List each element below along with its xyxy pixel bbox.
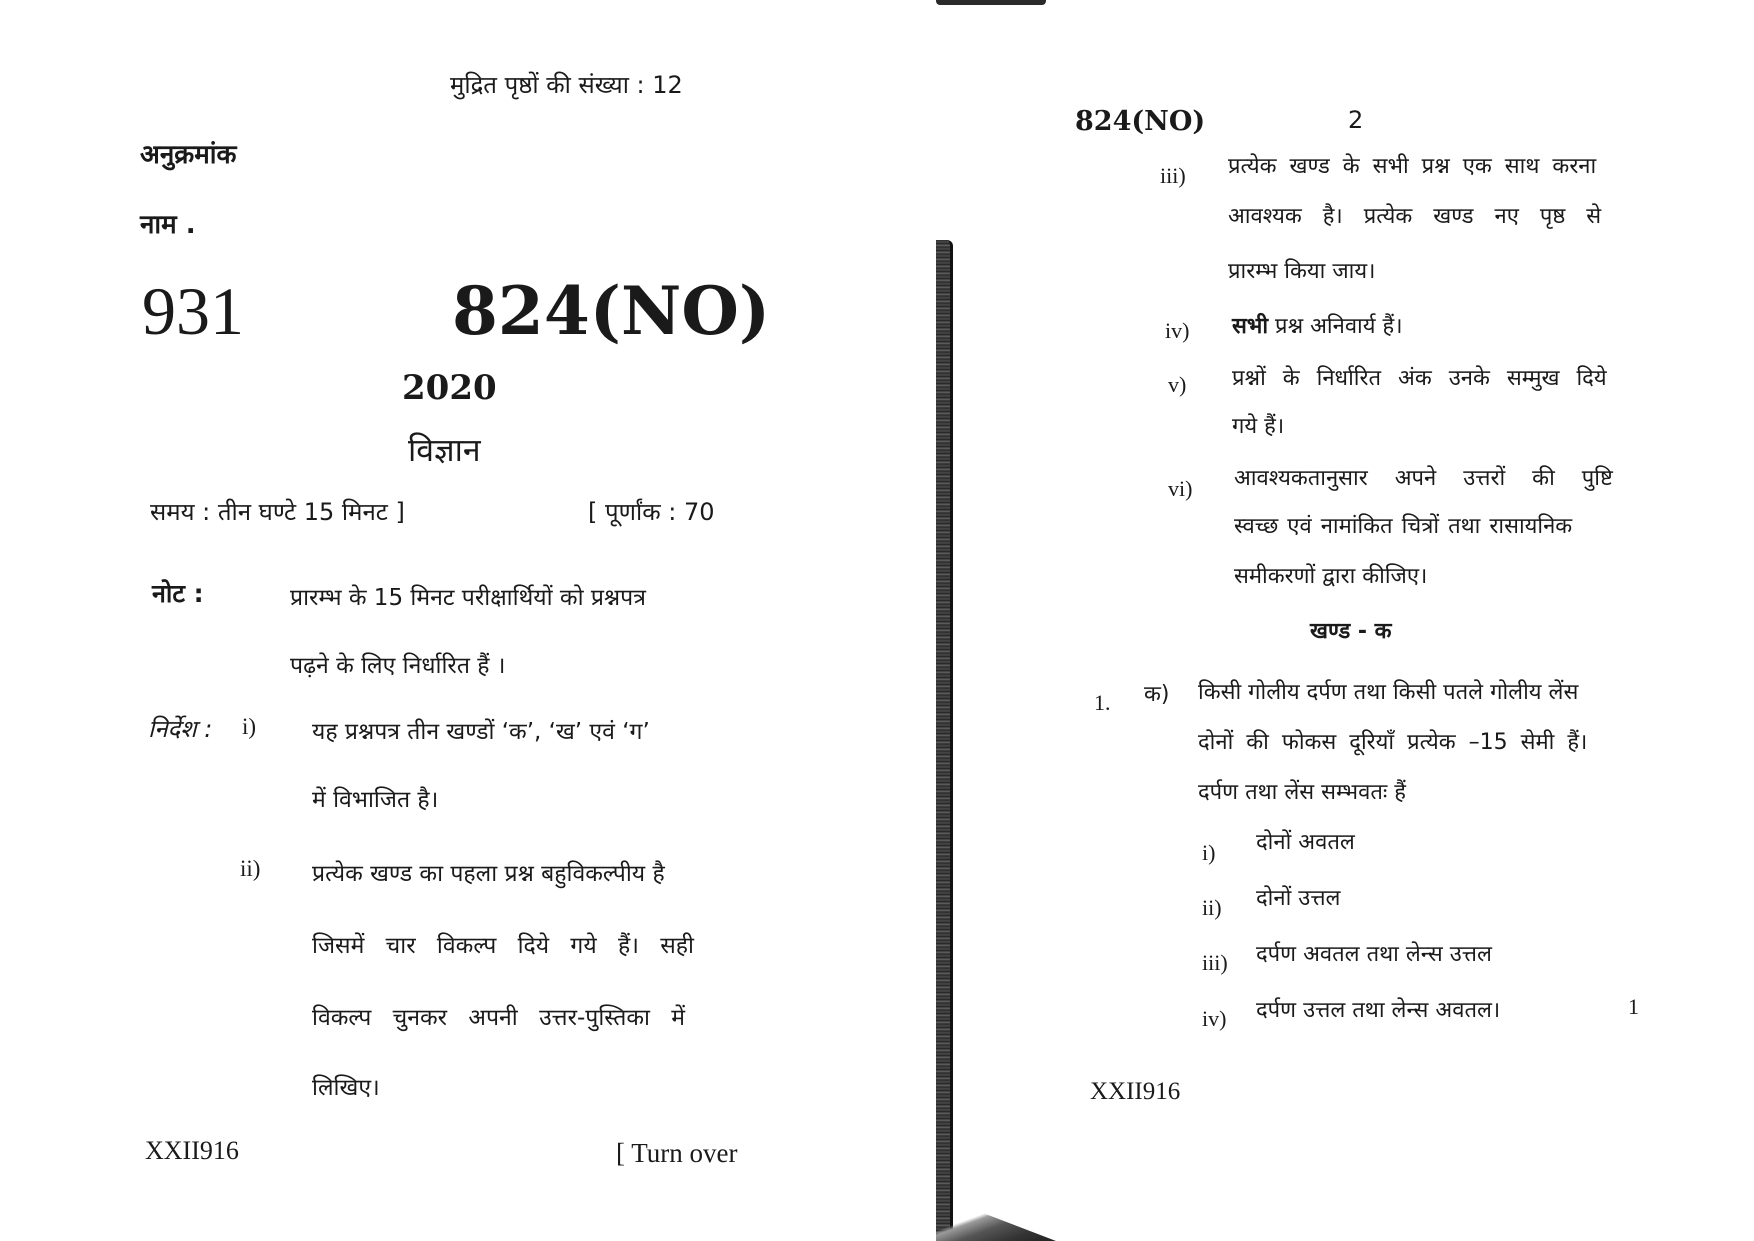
instruction-line: लिखिए। [312, 1075, 380, 1101]
instruction-line: जिसमें चार विकल्प दिये गये हैं। सही [312, 933, 694, 959]
instruction-number: v) [1168, 372, 1187, 397]
instruction-number: iii) [1160, 163, 1186, 188]
time-allowed: समय : तीन घण्टे 15 मिनट ] [150, 498, 405, 526]
page-header-code: 824(NO) [1075, 106, 1206, 137]
instructions-label: निर्देश : [148, 715, 213, 743]
question-sub-label: क) [1144, 682, 1170, 707]
option-number: iii) [1202, 950, 1228, 975]
question-line: किसी गोलीय दर्पण तथा किसी पतले गोलीय लेंस [1198, 680, 1579, 705]
note-label: नोट : [152, 579, 204, 608]
instruction-line [1232, 310, 1403, 340]
option-text: दोनों उत्तल [1256, 886, 1341, 911]
instruction-line: विकल्प चुनकर अपनी उत्तर-पुस्तिका में [312, 1005, 686, 1031]
paper-code-number: 931 [142, 273, 244, 349]
section-title: खण्ड - क [1310, 619, 1392, 644]
option-number: ii) [1202, 895, 1222, 920]
instruction-number: ii) [240, 856, 261, 881]
paper-code-title: 824(NO) [452, 272, 771, 350]
note-line: प्रारम्भ के 15 मिनट परीक्षार्थियों को प्रश्नपत्र [290, 585, 646, 611]
question-number: 1. [1094, 690, 1111, 715]
max-marks: [ पूर्णांक : 70 [588, 498, 715, 526]
footer-code: XXII916 [1090, 1078, 1181, 1105]
option-number: iv) [1202, 1006, 1227, 1031]
printed-pages-count: मुद्रित पृष्ठों की संख्या : 12 [450, 71, 683, 99]
instruction-emphasis: सभी [1232, 314, 1269, 339]
instruction-line: प्रश्नों के निर्धारित अंक उनके सम्मुख दिये [1232, 366, 1607, 391]
roll-number-label: अनुक्रमांक [140, 140, 237, 170]
option-text: दर्पण अवतल तथा लेन्स उत्तल [1256, 942, 1492, 967]
instruction-line: स्वच्छ एवं नामांकित चित्रों तथा रासायनिक [1234, 514, 1573, 539]
page-number: 2 [1348, 106, 1364, 134]
exam-year: 2020 [402, 368, 497, 408]
option-text: दर्पण उत्तल तथा लेन्स अवतल। [1256, 998, 1501, 1023]
instruction-line: आवश्यकतानुसार अपने उत्तरों की पुष्टि [1234, 466, 1613, 491]
subject-title: विज्ञान [408, 431, 481, 469]
instruction-number: i) [242, 714, 257, 739]
footer-code: XXII916 [145, 1136, 239, 1165]
question-marks: 1 [1628, 994, 1639, 1019]
option-number: i) [1202, 840, 1216, 865]
instruction-number: iv) [1165, 318, 1190, 343]
note-line: पढ़ने के लिए निर्धारित हैं । [290, 653, 506, 679]
instruction-line: प्रत्येक खण्ड के सभी प्रश्न एक साथ करना [1228, 154, 1597, 179]
instruction-line: समीकरणों द्वारा कीजिए। [1234, 564, 1428, 589]
instruction-line: गये हैं। [1232, 414, 1285, 439]
name-label: नाम . [140, 210, 196, 240]
instruction-line: यह प्रश्नपत्र तीन खण्डों ‘क’, ‘ख’ एवं ‘ग’ [312, 719, 650, 745]
question-line: दर्पण तथा लेंस सम्भवतः हैं [1198, 780, 1406, 805]
question-line: दोनों की फोकस दूरियाँ प्रत्येक –15 सेमी हैं। [1198, 730, 1588, 755]
instruction-line: आवश्यक है। प्रत्येक खण्ड नए पृष्ठ से [1228, 204, 1602, 229]
page-binding-edge [936, 240, 953, 1241]
scan-smudge [936, 0, 1046, 5]
instruction-text: प्रश्न अनिवार्य हैं। [1275, 314, 1403, 339]
instruction-line: प्रत्येक खण्ड का पहला प्रश्न बहुविकल्पीय है [312, 861, 665, 887]
instruction-number: vi) [1168, 476, 1193, 501]
instruction-line: में विभाजित है। [312, 787, 439, 813]
turn-over-label: [ Turn over [616, 1138, 738, 1168]
instruction-line: प्रारम्भ किया जाय। [1228, 259, 1376, 284]
option-text: दोनों अवतल [1256, 830, 1355, 855]
